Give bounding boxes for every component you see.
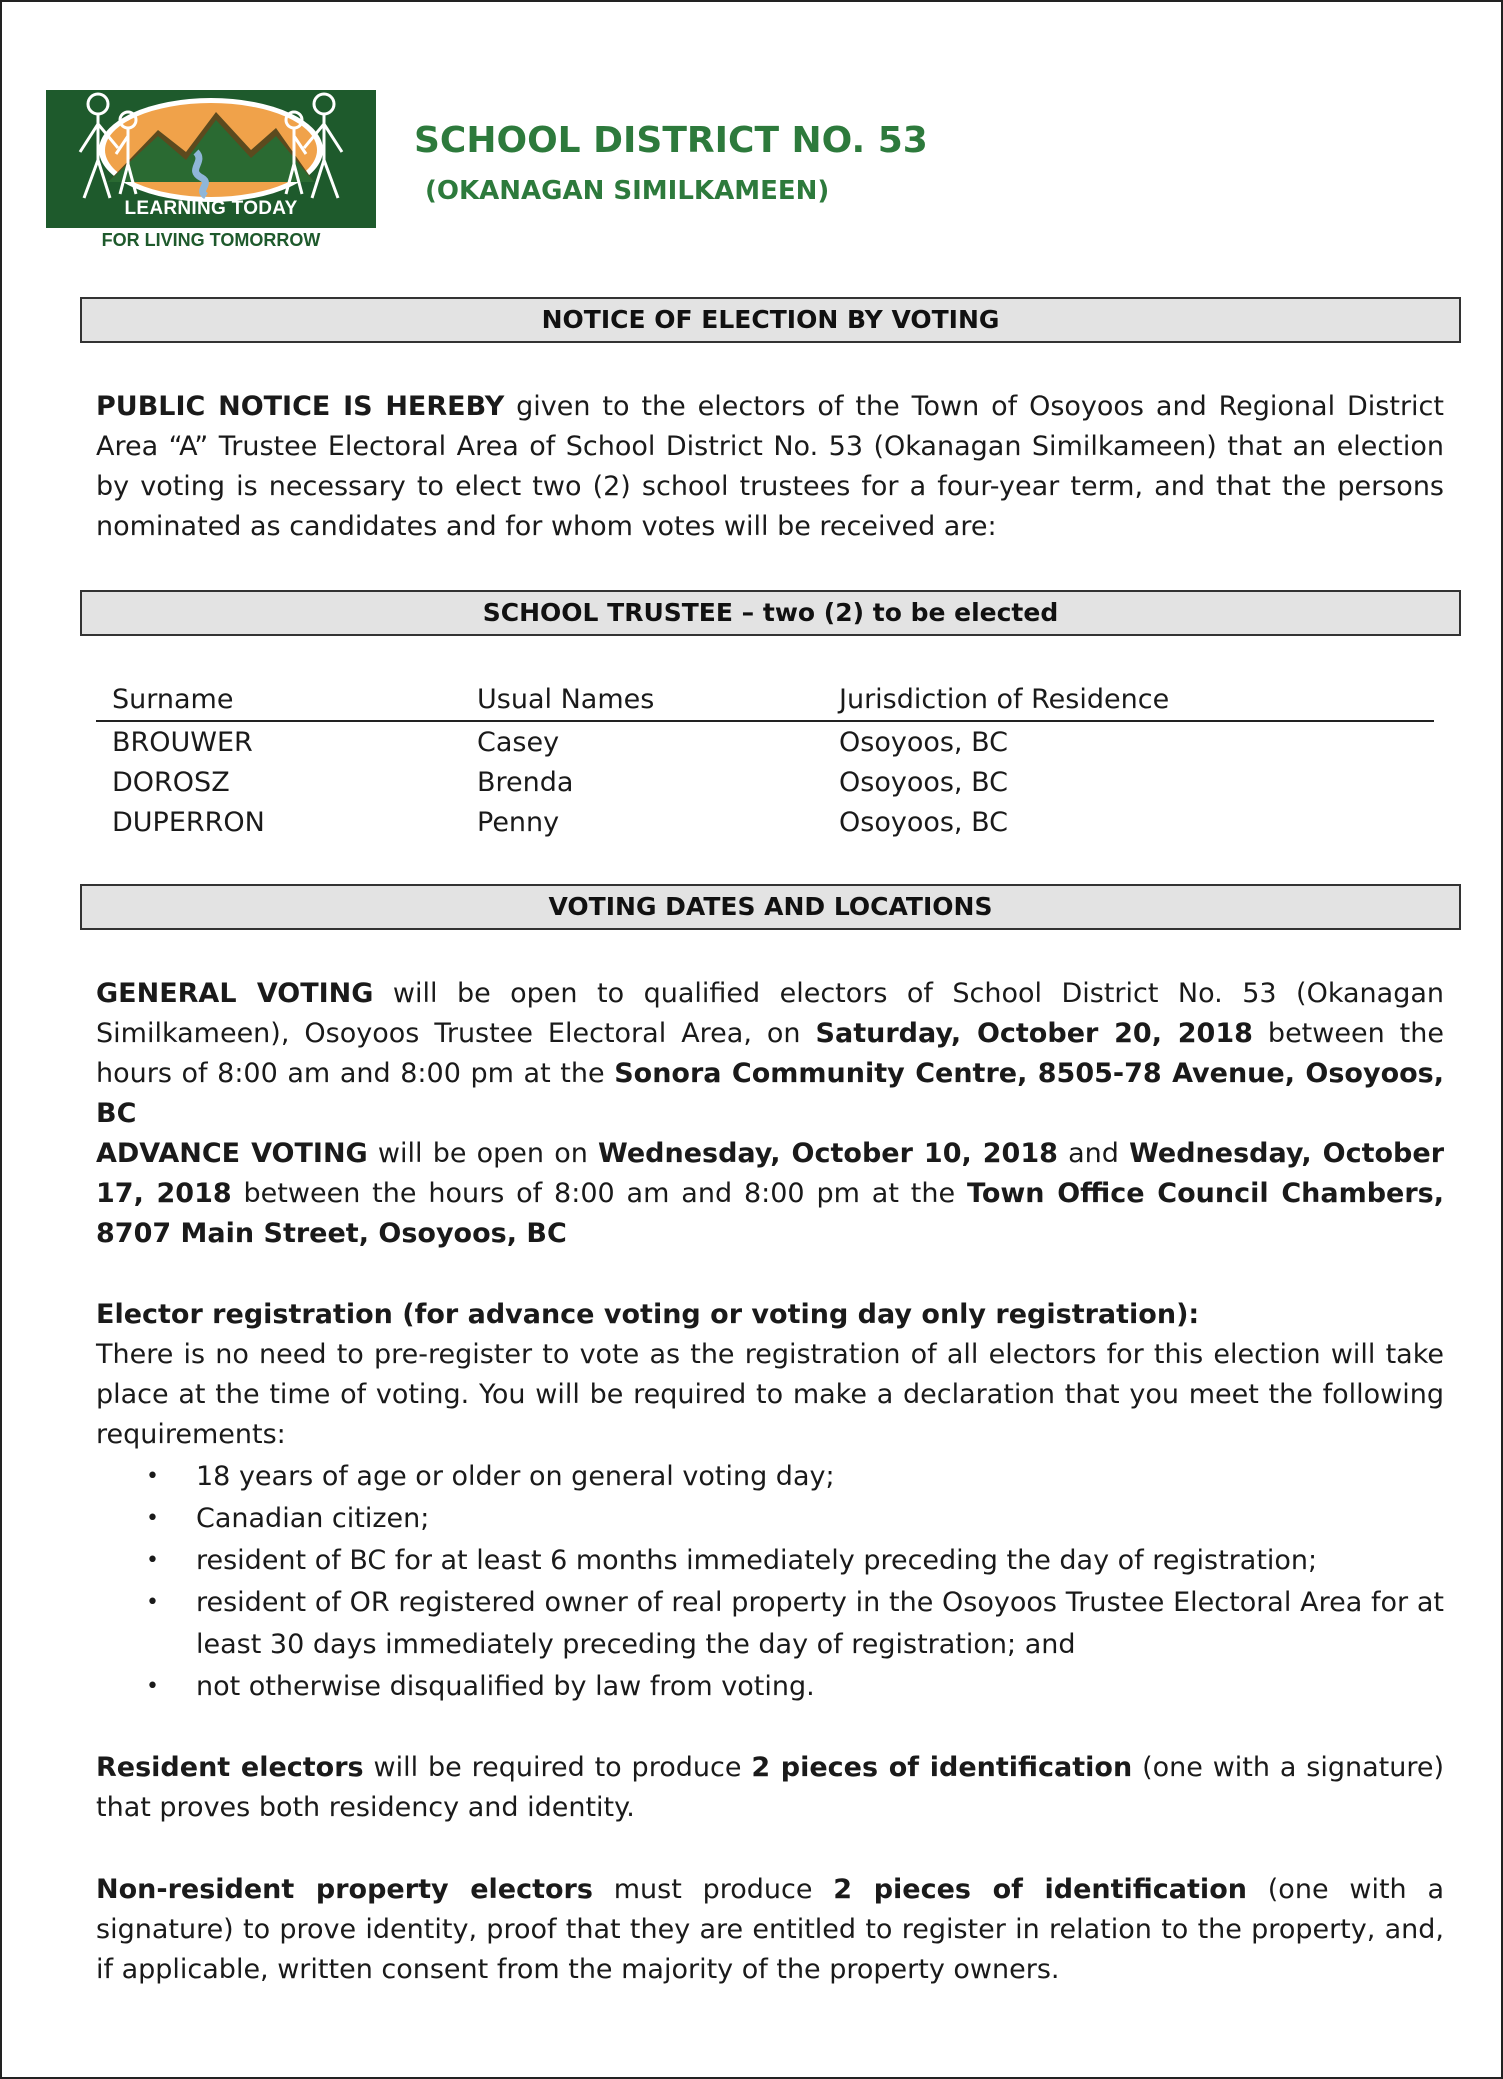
candidate-usual-name: Penny — [477, 806, 560, 838]
resident-electors-paragraph — [96, 1748, 1444, 1828]
column-header: Usual Names — [461, 680, 823, 721]
resident-text: (one with a signature) that proves both residency and identity. — [96, 1752, 1445, 1823]
voting-heading: VOTING DATES AND LOCATIONS — [80, 884, 1461, 930]
list-item — [96, 1540, 1444, 1582]
candidate-residence: Osoyoos, BC — [839, 726, 1008, 758]
notice-heading: NOTICE OF ELECTION BY VOTING — [80, 297, 1461, 343]
requirement-text: resident of OR registered owner of real property in the Osoyoos Trustee Electoral Area for at least 30 days immediately preceding the day of registration; and — [196, 1587, 1444, 1660]
notice-body: given to the electors of the Town of Osoyoos and Regional District Area “A” Trustee Electoral Area of School District No. 53 (Okanagan Similkameen) that an election by voting is necessary to elect two (2) school trustees for a four-year term, and that the persons nominated as candidates and for whom votes will be received are: — [96, 391, 1444, 542]
advance-voting-text: will be open on — [367, 1138, 599, 1169]
logo-tagline-1: LEARNING TODAY — [124, 198, 298, 219]
list-item — [96, 1582, 1444, 1666]
advance-voting-paragraph — [96, 1134, 1444, 1254]
general-voting-text: between the hours of 8:00 am and 8:00 pm at the — [96, 1018, 1444, 1089]
list-item — [96, 1666, 1444, 1708]
advance-voting-date: Wednesday, October 17, 2018 — [96, 1138, 1445, 1209]
requirement-text: Canadian citizen; — [196, 1503, 430, 1534]
requirement-text: not otherwise disqualified by law from voting. — [196, 1671, 815, 1702]
resident-electors-label: Resident electors — [96, 1752, 364, 1783]
column-header: Jurisdiction of Residence — [823, 680, 1434, 721]
bullet-icon: • — [146, 1548, 159, 1573]
requirement-text: 18 years of age or older on general voting day; — [196, 1461, 835, 1492]
registration-heading: Elector registration (for advance voting or voting day only registration): — [96, 1299, 1200, 1330]
general-voting-location: Sonora Community Centre, 8505-78 Avenue, Osoyoos, BC — [96, 1058, 1444, 1129]
candidate-usual-name: Casey — [477, 726, 560, 758]
table-row — [96, 762, 1434, 802]
notice-paragraph — [96, 387, 1444, 547]
list-item — [96, 1498, 1444, 1540]
district-logo — [46, 90, 376, 252]
advance-voting-location: Town Office Council Chambers, 8707 Main Street, Osoyoos, BC — [96, 1178, 1444, 1249]
table-header-row — [96, 680, 1434, 721]
requirement-text: resident of BC for at least 6 months immediately preceding the day of registration; — [196, 1545, 1318, 1576]
nonresident-electors-paragraph — [96, 1870, 1444, 1990]
candidate-surname: DUPERRON — [112, 806, 265, 838]
candidate-residence: Osoyoos, BC — [839, 766, 1008, 798]
trustee-heading: SCHOOL TRUSTEE – two (2) to be elected — [80, 590, 1461, 636]
advance-voting-text: between the hours of 8:00 am and 8:00 pm at the — [231, 1178, 967, 1209]
bullet-icon: • — [146, 1506, 159, 1531]
district-title: SCHOOL DISTRICT NO. 53 — [414, 120, 928, 161]
district-subtitle: (OKANAGAN SIMILKAMEEN) — [425, 176, 830, 206]
resident-text: will be required to produce — [363, 1752, 752, 1783]
bullet-icon: • — [146, 1590, 159, 1615]
table-row — [96, 802, 1434, 842]
column-header: Surname — [96, 680, 461, 721]
advance-voting-text: and — [1057, 1138, 1130, 1169]
advance-voting-date: Wednesday, October 10, 2018 — [598, 1138, 1058, 1169]
candidate-surname: DOROSZ — [112, 766, 230, 798]
nonresident-electors-label: Non-resident property electors — [96, 1874, 593, 1905]
logo-tagline-2: FOR LIVING TOMORROW — [101, 230, 321, 250]
candidates-table — [96, 680, 1434, 842]
bullet-icon: • — [146, 1464, 159, 1489]
registration-paragraph — [96, 1295, 1444, 1455]
candidate-residence: Osoyoos, BC — [839, 806, 1008, 838]
advance-voting-label: ADVANCE VOTING — [96, 1138, 368, 1169]
nonresident-text: must produce — [592, 1874, 834, 1905]
registration-body: There is no need to pre-register to vote as the registration of all electors for this election will take place at the time of voting. You will be required to make a declaration that you meet the following requirements: — [96, 1339, 1444, 1450]
list-item — [96, 1456, 1444, 1498]
nonresident-id-requirement: 2 pieces of identification — [833, 1874, 1247, 1905]
general-voting-text: will be open to qualified electors of School District No. 53 (Okanagan Similkameen), Osoyoos Trustee Electoral Area, on — [96, 978, 1444, 1049]
general-voting-paragraph — [96, 974, 1444, 1134]
notice-lead: PUBLIC NOTICE IS HEREBY — [96, 391, 505, 422]
bullet-icon: • — [146, 1674, 159, 1699]
candidate-surname: BROUWER — [112, 726, 253, 758]
resident-id-requirement: 2 pieces of identification — [751, 1752, 1133, 1783]
general-voting-label: GENERAL VOTING — [96, 978, 374, 1009]
requirements-list — [96, 1456, 1444, 1708]
nonresident-text: (one with a signature) to prove identity, proof that they are entitled to register in relation to the property, and, if applicable, written consent from the majority of the property owners. — [96, 1874, 1444, 1985]
candidate-usual-name: Brenda — [477, 766, 574, 798]
general-voting-date: Saturday, October 20, 2018 — [815, 1018, 1253, 1049]
table-row — [96, 721, 1434, 762]
